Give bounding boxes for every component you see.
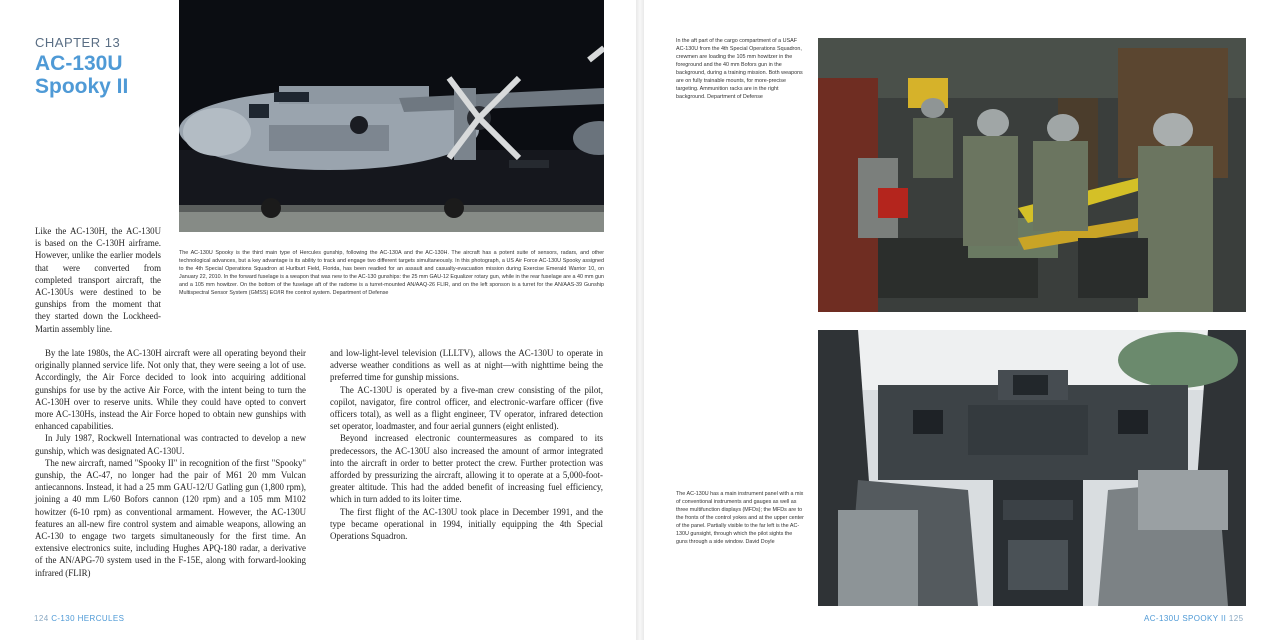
body-paragraph: Beyond increased electronic countermeasures as compared to its predecessors, the AC-130U also increased the amount of armor integrated into the aircraft in order to better protect the crew. Further protection was afforded by pressurizing the aircraft, allowing it to operate at a 5,000-foot-greater altitude. This had the added benefit of increasing fuel efficiency, which in turn added to its loiter time. [330, 433, 603, 505]
body-column-1 [35, 347, 306, 579]
cockpit-caption: The AC-130U has a main instrument panel with a mix of conventional instruments and gauges as well as three multifunction displays (MFDs); the MFDs are to the fronts of the control yokes and at the upper center of the panel. Partially visible to the far left is the AC-130U gunsight, through which the pilot sights the guns through a side window. David Doyle [676, 491, 804, 545]
page-number-left: 124 [34, 614, 49, 623]
body-paragraph: and low-light-level television (LLLTV), allows the AC-130U to operate in adverse weather conditions as well as at night—with nighttime being the preferred time for gunship missions. [330, 348, 603, 383]
page-number-right: 125 [1228, 614, 1244, 623]
running-title-left: C-130 HERCULES [51, 614, 125, 623]
chapter-title-line2: Spooky II [35, 75, 129, 98]
left-page [0, 0, 636, 640]
chapter-title-line1: AC-130U [35, 52, 123, 75]
folio-left [34, 614, 124, 623]
photo-cargo-compartment-crew [818, 38, 1246, 312]
body-paragraph: In July 1987, Rockwell International was contracted to develop a new gunship, which was designated AC-130U. [35, 433, 306, 456]
chapter-label: CHAPTER 13 [35, 35, 121, 50]
body-paragraph: Like the AC-130H, the AC-130U is based on the C-130H airframe. However, unlike the earlier models that were converted from completed transport aircraft, the AC-130Us were destined to be gunships from the moment that they started down the Lockheed-Martin assembly line. [35, 226, 161, 334]
running-title-right: AC-130U SPOOKY II [1144, 614, 1227, 623]
body-paragraph: The new aircraft, named "Spooky II" in recognition of the first "Spooky" gunship, the AC-47, no longer had the pair of M61 20 mm Vulcan antiecannons. Instead, it had a 25 mm GAU-12/U Gatling gun (1,800 rpm), joining a 40 mm L/60 Bofors cannon (120 rpm) and a 105 mm M102 howitzer (6-10 rpm) as conventional armament. However, the AC-130U features an all-new fire control system and aimable weapons, allowing an AC-130 to engage two targets simultaneously for the first time. An extensive electronics suite, including Hughes APQ-180 radar, a derivative of the AN/APG-70 system used in the F-15E, along with forward-looking infrared (FLIR) [35, 457, 306, 578]
photo-cockpit-instrument-panel [818, 330, 1246, 606]
gunship-caption: The AC-130U Spooky is the third main type of Hercules gunship, following the AC-130A and the AC-130H. The aircraft has a potent suite of sensors, radars, and other technological advances, but a key advantage is its ability to track and engage two different targets simultaneously. In this photograph, a US Air Force AC-130U Spooky assigned to the 4th Special Operations Squadron at Hurlburt Field, Florida, has been readied for an assault and casualty-evacuation mission during Exercise Emerald Warrior 10, on January 22, 2010. In the forward fuselage is a weapon that was new to the AC-130 gunships: the 25 mm GAU-12 Equalizer rotary gun, while in the rear fuselage are a 40 mm gun and a 105 mm howitzer. On the bottom of the fuselage aft of the radome is a turret-mounted AN/AAQ-26 FLIR, and on the left sponson is a turret for the AN/AAS-39 Gunship Multispectral Sensor System (GMSS) EO/IR fire control system. Department of Defense [179, 250, 604, 297]
chapter-title [35, 52, 128, 98]
body-paragraph: By the late 1980s, the AC-130H aircraft were all operating beyond their originally planned service life. Not only that, they were seeing a lot of use. Accordingly, the Air Force decided to look into acquiring additional gunships for use by the active Air Force, with the intent being to turn the AC-130H over to reserve units. While they could have opted to convert more AC-130Hs, instead the Air Force hoped to obtain new gunships with enhanced capabilities. [35, 348, 306, 432]
body-paragraph: The AC-130U is operated by a five-man crew consisting of the pilot, copilot, navigator, fire control officer, and electronic-warfare officer (five officers total), as well as a flight engineer, TV operator, infrared detection set operator, loadmaster, and four aerial gunners (eight enlisted). [330, 384, 603, 432]
photo-ac130u-gunship-night [179, 0, 604, 232]
folio-right [1144, 614, 1243, 623]
body-paragraph: The first flight of the AC-130U took place in December 1991, and the type became operational in 1994, initially equipping the 4th Special Operations Squadron. [330, 506, 603, 542]
body-column-1-top [35, 225, 161, 335]
body-column-2 [330, 347, 603, 542]
cargo-caption: In the aft part of the cargo compartment of a USAF AC-130U from the 4th Special Operations Squadron, crewmen are loading the 105 mm howitzer in the foreground and the 40 mm Bofors gun in the background, during a training mission. Both weapons are on fully trainable mounts, for more-precise targeting. Ammunition racks are in the right background. Department of Defense [676, 38, 803, 100]
book-gutter [636, 0, 644, 640]
